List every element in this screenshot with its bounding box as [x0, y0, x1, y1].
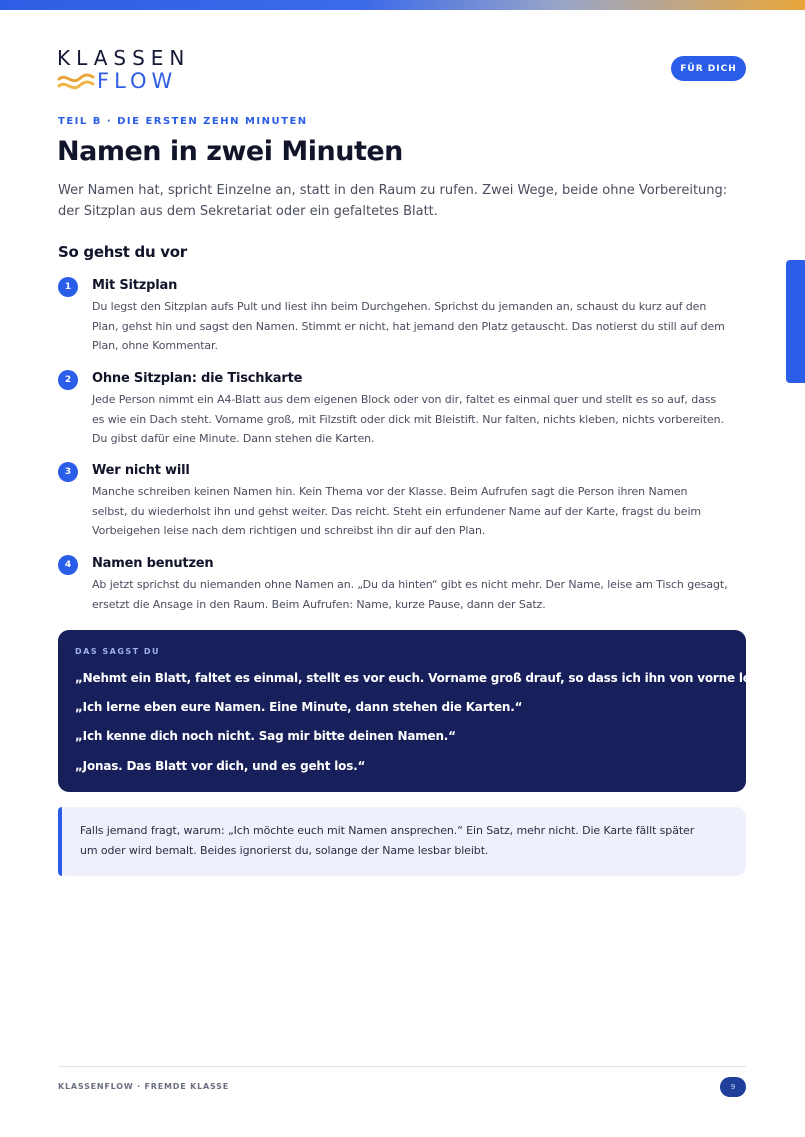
step-title: Namen benutzen: [92, 556, 214, 571]
tip-callout: [58, 807, 746, 876]
footer-divider: [58, 1066, 746, 1067]
step-number-badge: 4: [58, 555, 78, 575]
intro-paragraph: [58, 180, 748, 222]
logo-wordmark-top: KLASSEN: [57, 46, 191, 70]
step-description: [92, 297, 748, 356]
callout-accent-bar: [58, 807, 62, 876]
intro-line: Wer Namen hat, spricht Einzelne an, statt in den Raum zu rufen. Zwei Wege, beide ohne Vorbereitung:: [58, 183, 728, 198]
script-quote: „Jonas. Das Blatt vor dich, und es geht los.“: [75, 759, 366, 773]
side-tab[interactable]: [786, 260, 805, 383]
step-line: Ab jetzt sprichst du niemanden ohne Namen an. „Du da hinten“ gibt es nicht mehr. Der Name, leise am Tisch gesagt,: [92, 578, 728, 591]
step-description: [92, 482, 748, 541]
step-line: Du gibst dafür eine Minute. Dann stehen die Karten.: [92, 432, 375, 446]
intro-line: der Sitzplan aus dem Sekretariat oder ein gefaltetes Blatt.: [58, 204, 438, 219]
wave-icon: [57, 70, 95, 92]
logo-wordmark-bottom: FLOW: [97, 69, 178, 93]
step-description: [92, 390, 748, 449]
step-line: selbst, du wiederholst ihn und gehst weiter. Das reicht. Steht ein erfundener Name auf der Karte, fragst du beim: [92, 504, 702, 518]
callout-line: Falls jemand fragt, warum: „Ich möchte euch mit Namen ansprechen.“ Ein Satz, mehr nicht. Die Karte fällt später: [80, 824, 695, 837]
callout-line: um oder wird bemalt. Beides ignorierst du, solange der Name lesbar bleibt.: [80, 844, 489, 857]
script-quote: „Nehmt ein Blatt, faltet es einmal, stellt es vor euch. Vorname groß drauf, so dass ich ihn von vorne lese.“: [75, 671, 778, 685]
procedure-heading: So gehst du vor: [58, 243, 187, 261]
step-title: Wer nicht will: [92, 463, 190, 478]
step-number-badge: 3: [58, 462, 78, 482]
page-number-badge: 9: [720, 1077, 746, 1097]
script-quote: „Ich kenne dich noch nicht. Sag mir bitte deinen Namen.“: [75, 729, 456, 743]
audience-badge: FÜR DICH: [671, 56, 746, 81]
footer-label: KLASSENFLOW · FREMDE KLASSE: [58, 1082, 229, 1091]
section-eyebrow: TEIL B · DIE ERSTEN ZEHN MINUTEN: [58, 116, 308, 127]
step-title: Mit Sitzplan: [92, 278, 178, 293]
step-number-badge: 1: [58, 277, 78, 297]
script-box: [58, 630, 778, 792]
top-gradient-bar: [0, 0, 805, 10]
step-description: [92, 575, 748, 614]
step-line: Jede Person nimmt ein A4-Blatt aus dem eigenen Block oder von dir, faltet es einmal quer und stellt es so auf, dass: [92, 393, 717, 406]
step-number-badge: 2: [58, 370, 78, 390]
step-line: Plan, gehst hin und sagst den Namen. Stimmt er nicht, hat jemand den Platz getauscht. Das notierst du still auf dem: [92, 319, 725, 333]
step-line: Vorbeigehen leise nach dem richtigen und schreibst ihn dir auf den Plan.: [92, 524, 486, 538]
step-line: Manche schreiben keinen Namen hin. Kein Thema vor der Klasse. Beim Aufrufen sagt die Person ihren Namen: [92, 485, 688, 498]
callout-text: [80, 821, 735, 861]
step-line: Du legst den Sitzplan aufs Pult und liest ihn beim Durchgehen. Sprichst du jemanden an, schaust du kurz auf den: [92, 300, 707, 313]
script-quote: „Ich lerne eben eure Namen. Eine Minute, dann stehen die Karten.“: [75, 700, 523, 714]
klassenflow-logo: [57, 47, 197, 95]
step-line: ersetzt die Ansage in den Raum. Beim Aufrufen: Name, kurze Pause, dann der Satz.: [92, 597, 546, 611]
logo-row: [57, 70, 197, 92]
script-box-label: DAS SAGST DU: [75, 647, 161, 656]
page-title: Namen in zwei Minuten: [57, 136, 403, 167]
step-line: Plan, ohne Kommentar.: [92, 339, 218, 353]
step-title: Ohne Sitzplan: die Tischkarte: [92, 371, 303, 386]
step-line: es wie ein Dach steht. Vorname groß, mit Filzstift oder dick mit Bleistift. Nur falten, nichts kleben, nichts vorbereiten.: [92, 412, 724, 426]
